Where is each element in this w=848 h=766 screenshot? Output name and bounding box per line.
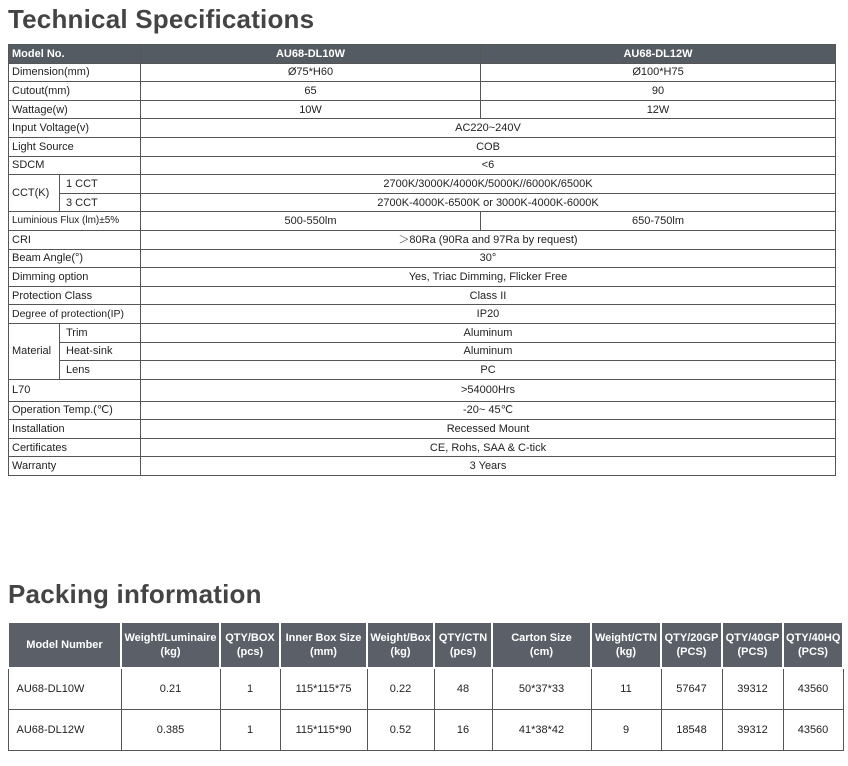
spec-label: Degree of protection(IP) [9,305,141,324]
spec-label: Protection Class [9,286,141,305]
spec-label: Dimension(mm) [9,63,141,82]
packing-cell: 43560 [783,710,843,751]
spec-header-model-2: AU68-DL12W [481,45,836,64]
spec-label: L70 [9,379,141,401]
spec-label: Certificates [9,438,141,457]
spec-value: 30° [141,249,836,268]
spec-value: PC [141,361,836,380]
spec-row-dimming [9,268,836,287]
spec-sublabel: 1 CCT [60,175,141,194]
spec-value: Yes, Triac Dimming, Flicker Free [141,268,836,287]
spec-row-flux [9,212,836,231]
packing-cell: 0.52 [367,710,434,751]
packing-header-row [8,622,843,668]
spec-sublabel: Trim [60,323,141,342]
packing-header-cell: Carton Size (cm) [492,622,591,668]
spec-value: COB [141,137,836,156]
spec-value: Ø100*H75 [481,63,836,82]
packing-cell: 50*37*33 [492,668,591,710]
table-row [8,710,843,751]
spec-value: 500-550lm [141,212,481,231]
spec-value: -20~ 45℃ [141,401,836,420]
spec-title: Technical Specifications [8,4,315,34]
spec-row-cutout [9,82,836,101]
spec-row-material-heatsink [9,342,836,361]
spec-value: 2700K/3000K/4000K/5000K//6000K/6500K [141,175,836,194]
spec-row-certificates [9,438,836,457]
spec-label: Luminious Flux (lm)±5% [9,212,141,231]
packing-cell: 11 [591,668,661,710]
spec-row-material-lens [9,361,836,380]
table-row [8,668,843,710]
packing-header-cell: QTY/40HQ (PCS) [783,622,843,668]
spec-label: Wattage(w) [9,100,141,119]
spec-label: Operation Temp.(℃) [9,401,141,420]
packing-cell: 39312 [722,710,783,751]
packing-cell: 1 [220,710,280,751]
packing-header-cell: QTY/20GP (PCS) [661,622,722,668]
spec-header-label: Model No. [9,45,141,64]
spec-value: IP20 [141,305,836,324]
spec-value: 10W [141,100,481,119]
spec-row-wattage [9,100,836,119]
packing-header-cell: Inner Box Size (mm) [280,622,367,668]
spec-row-beam [9,249,836,268]
spec-row-installation [9,420,836,439]
spec-value: Aluminum [141,342,836,361]
spec-value: ＞80Ra (90Ra and 97Ra by request) [141,230,836,249]
spec-value: 650-750lm [481,212,836,231]
spec-value: CE, Rohs, SAA & C-tick [141,438,836,457]
spec-row-sdcm [9,156,836,175]
spec-value: AC220~240V [141,119,836,138]
spec-value: Class II [141,286,836,305]
spec-sublabel: 3 CCT [60,193,141,212]
spec-row-input-voltage [9,119,836,138]
packing-header-cell: Weight/Luminaire (kg) [121,622,220,668]
packing-table [7,621,844,751]
spec-label: Beam Angle(°) [9,249,141,268]
spec-value: 65 [141,82,481,101]
spec-value: Recessed Mount [141,420,836,439]
packing-cell: 9 [591,710,661,751]
spec-value: 90 [481,82,836,101]
packing-cell: AU68-DL12W [8,710,121,751]
spec-header-row [9,45,836,64]
packing-header-cell: Weight/Box (kg) [367,622,434,668]
spec-row-cct-1 [9,175,836,194]
packing-cell: 0.22 [367,668,434,710]
packing-header-cell: QTY/40GP (PCS) [722,622,783,668]
spec-value: >54000Hrs [141,379,836,401]
packing-header-cell: Weight/CTN (kg) [591,622,661,668]
spec-row-warranty [9,457,836,476]
spec-row-ip [9,305,836,324]
packing-header-cell: QTY/CTN (pcs) [434,622,492,668]
spec-label: SDCM [9,156,141,175]
spec-value: 2700K-4000K-6500K or 3000K-4000K-6000K [141,193,836,212]
spec-header-model-1: AU68-DL10W [141,45,481,64]
spec-value: 3 Years [141,457,836,476]
spec-table [8,44,836,476]
spec-row-l70 [9,379,836,401]
spec-label: CCT(K) [9,175,60,212]
packing-cell: 43560 [783,668,843,710]
spec-row-op-temp [9,401,836,420]
spec-value: 12W [481,100,836,119]
packing-header-cell: QTY/BOX (pcs) [220,622,280,668]
spec-row-cct-2 [9,193,836,212]
packing-cell: 0.385 [121,710,220,751]
spec-label: CRI [9,230,141,249]
spec-label: Cutout(mm) [9,82,141,101]
spec-value: Ø75*H60 [141,63,481,82]
spec-row-protection-class [9,286,836,305]
spec-label: Light Source [9,137,141,156]
spec-label: Input Voltage(v) [9,119,141,138]
spec-sublabel: Lens [60,361,141,380]
packing-cell: 115*115*75 [280,668,367,710]
spec-label: Installation [9,420,141,439]
spec-value: Aluminum [141,323,836,342]
spec-label: Material [9,323,60,379]
packing-cell: 18548 [661,710,722,751]
spec-row-dimension [9,63,836,82]
spec-sublabel: Heat-sink [60,342,141,361]
packing-header-cell: Model Number [8,622,121,668]
packing-cell: 115*115*90 [280,710,367,751]
packing-cell: 0.21 [121,668,220,710]
packing-cell: AU68-DL10W [8,668,121,710]
packing-title: Packing information [8,579,262,609]
packing-cell: 39312 [722,668,783,710]
spec-label: Warranty [9,457,141,476]
packing-cell: 48 [434,668,492,710]
spec-value: <6 [141,156,836,175]
packing-cell: 1 [220,668,280,710]
spec-row-cri [9,230,836,249]
spec-row-material-trim [9,323,836,342]
packing-cell: 41*38*42 [492,710,591,751]
packing-cell: 16 [434,710,492,751]
spec-label: Dimming option [9,268,141,287]
spec-row-light-source [9,137,836,156]
packing-cell: 57647 [661,668,722,710]
